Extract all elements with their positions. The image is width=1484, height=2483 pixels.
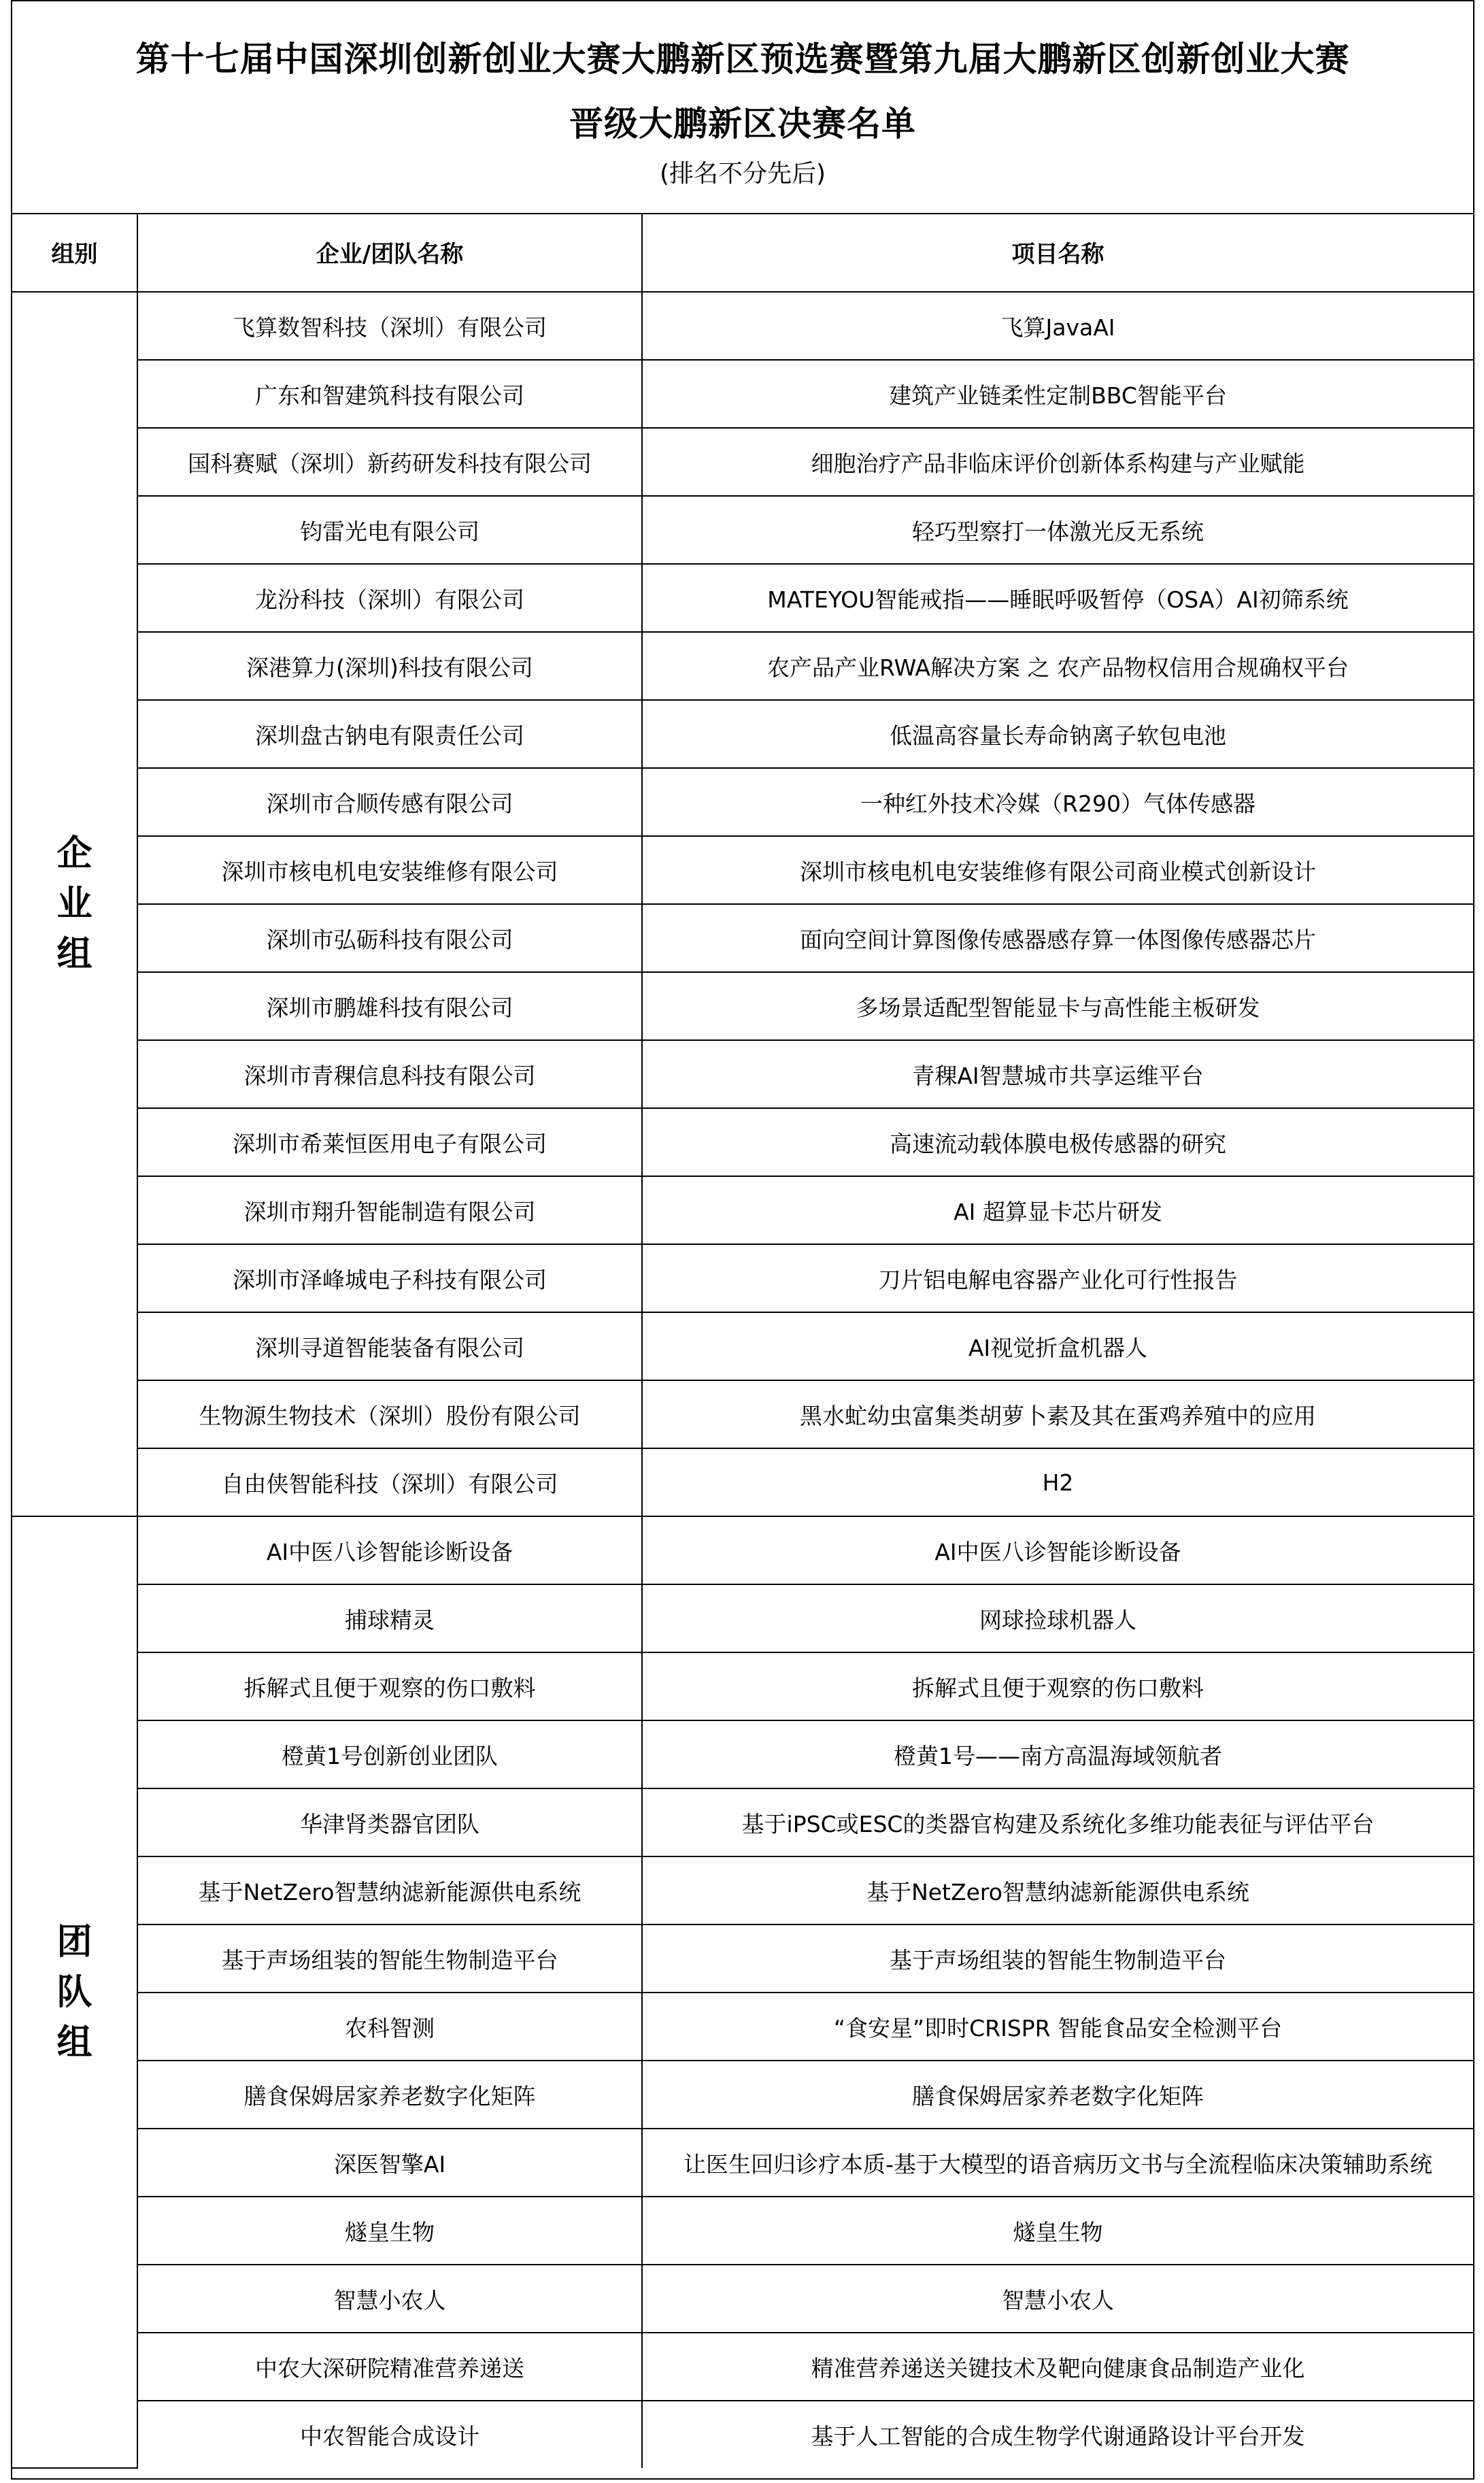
project-name-cell: 青稞AI智慧城市共享运维平台 [642,1040,1473,1108]
project-name-cell: 智慧小农人 [642,2265,1473,2333]
project-name-cell: 基于iPSC或ESC的类器官构建及系统化多维功能表征与评估平台 [642,1788,1473,1856]
entrant-name-cell: 广东和智建筑科技有限公司 [137,360,642,428]
entrant-name-cell: 深港算力(深圳)科技有限公司 [137,632,642,700]
entrant-name-cell: 深圳寻道智能装备有限公司 [137,1312,642,1380]
project-name-cell: 农产品产业RWA解决方案 之 农产品物权信用合规确权平台 [642,632,1473,700]
table-row [12,1584,1473,1652]
table-row [12,2265,1473,2333]
project-name-cell: 精准营养递送关键技术及靶向健康食品制造产业化 [642,2333,1473,2401]
project-name-cell: 高速流动载体膜电极传感器的研究 [642,1108,1473,1176]
project-name-cell: AI中医八诊智能诊断设备 [642,1516,1473,1584]
table-row [12,1244,1473,1312]
entrant-name-cell: 拆解式且便于观察的伤口敷料 [137,1652,642,1720]
entrant-name-cell: 基于声场组装的智能生物制造平台 [137,1924,642,1993]
group-label-0 [12,292,137,1516]
table-row [12,1924,1473,1993]
document-title-line-2: 晋级大鹏新区决赛名单 [569,104,916,144]
table-row [12,1176,1473,1244]
project-name-cell: AI视觉折盒机器人 [642,1312,1473,1380]
document-subtitle: (排名不分先后) [659,160,826,188]
table-row [12,1380,1473,1448]
project-name-cell: 轻巧型察打一体激光反无系统 [642,496,1473,564]
entrant-name-cell: 深圳市泽峰城电子科技有限公司 [137,1244,642,1312]
title-block [12,1,1473,214]
project-name-cell: AI 超算显卡芯片研发 [642,1176,1473,1244]
project-name-cell: 橙黄1号——南方高温海域领航者 [642,1720,1473,1788]
entrant-name-cell: 燧皇生物 [137,2197,642,2265]
table-row [12,2333,1473,2401]
table-row [12,2197,1473,2265]
project-name-cell: 基于NetZero智慧纳滤新能源供电系统 [642,1856,1473,1924]
table-row [12,632,1473,700]
project-name-cell: “食安星”即时CRISPR 智能食品安全检测平台 [642,1993,1473,2061]
project-name-cell: 一种红外技术冷媒（R290）气体传感器 [642,768,1473,836]
table-row [12,836,1473,904]
table-row [12,564,1473,632]
table-row [12,2061,1473,2129]
entrant-name-cell: 橙黄1号创新创业团队 [137,1720,642,1788]
entrant-name-cell: 自由侠智能科技（深圳）有限公司 [137,1448,642,1516]
project-name-cell: 刀片铝电解电容器产业化可行性报告 [642,1244,1473,1312]
entrant-name-cell: 深医智擎AI [137,2129,642,2197]
group-label-char: 团 [56,1921,92,1963]
table-row [12,360,1473,428]
document-sheet [11,0,1474,2480]
project-name-cell: 黑水虻幼虫富集类胡萝卜素及其在蛋鸡养殖中的应用 [642,1380,1473,1448]
project-name-cell: 燧皇生物 [642,2197,1473,2265]
table-row [12,1040,1473,1108]
table-row [12,292,1473,360]
table-row [12,1856,1473,1924]
entrant-name-cell: 深圳市希莱恒医用电子有限公司 [137,1108,642,1176]
entrant-name-cell: AI中医八诊智能诊断设备 [137,1516,642,1584]
entrant-name-cell: 深圳市翔升智能制造有限公司 [137,1176,642,1244]
entrant-name-cell: 深圳盘古钠电有限责任公司 [137,700,642,768]
table-row [12,972,1473,1040]
table-row [12,496,1473,564]
group-label-char: 组 [56,2022,92,2063]
entrant-name-cell: 深圳市青稞信息科技有限公司 [137,1040,642,1108]
entrant-name-cell: 基于NetZero智慧纳滤新能源供电系统 [137,1856,642,1924]
document-title-line-1: 第十七届中国深圳创新创业大赛大鹏新区预选赛暨第九届大鹏新区创新创业大赛 [135,39,1350,79]
table-header-row [12,213,1473,292]
entrant-name-cell: 中农智能合成设计 [137,2401,642,2468]
table-row [12,1652,1473,1720]
project-name-cell: 网球捡球机器人 [642,1584,1473,1652]
project-name-cell: 让医生回归诊疗本质-基于大模型的语音病历文书与全流程临床决策辅助系统 [642,2129,1473,2197]
project-name-cell: 飞算JavaAI [642,292,1473,360]
entrant-name-cell: 钧雷光电有限公司 [137,496,642,564]
column-header-group: 组别 [12,213,137,292]
table-body [12,292,1473,2468]
table-row [12,2129,1473,2197]
entrant-name-cell: 中农大深研院精准营养递送 [137,2333,642,2401]
project-name-cell: 细胞治疗产品非临床评价创新体系构建与产业赋能 [642,428,1473,496]
project-name-cell: 拆解式且便于观察的伤口敷料 [642,1652,1473,1720]
project-name-cell: 低温高容量长寿命钠离子软包电池 [642,700,1473,768]
group-label-char: 企 [56,833,92,874]
entrant-name-cell: 深圳市弘砺科技有限公司 [137,904,642,972]
table-row [12,1516,1473,1584]
project-name-cell: 深圳市核电机电安装维修有限公司商业模式创新设计 [642,836,1473,904]
project-name-cell: 多场景适配型智能显卡与高性能主板研发 [642,972,1473,1040]
group-label-1 [12,1516,137,2468]
project-name-cell: H2 [642,1448,1473,1516]
entrant-name-cell: 深圳市鹏雄科技有限公司 [137,972,642,1040]
entrant-name-cell: 农科智测 [137,1993,642,2061]
entrant-name-cell: 飞算数智科技（深圳）有限公司 [137,292,642,360]
entrant-name-cell: 华津肾类器官团队 [137,1788,642,1856]
project-name-cell: 建筑产业链柔性定制BBC智能平台 [642,360,1473,428]
project-name-cell: 面向空间计算图像传感器感存算一体图像传感器芯片 [642,904,1473,972]
entrant-name-cell: 膳食保姆居家养老数字化矩阵 [137,2061,642,2129]
table-row [12,1448,1473,1516]
entrant-name-cell: 捕球精灵 [137,1584,642,1652]
entrant-name-cell: 龙汾科技（深圳）有限公司 [137,564,642,632]
table-row [12,1108,1473,1176]
table-row [12,1788,1473,1856]
table-row [12,768,1473,836]
table-row [12,700,1473,768]
project-name-cell: 基于声场组装的智能生物制造平台 [642,1924,1473,1993]
entrant-name-cell: 国科赛赋（深圳）新药研发科技有限公司 [137,428,642,496]
entrant-name-cell: 生物源生物技术（深圳）股份有限公司 [137,1380,642,1448]
project-name-cell: 膳食保姆居家养老数字化矩阵 [642,2061,1473,2129]
table-row [12,1312,1473,1380]
project-name-cell: MATEYOU智能戒指——睡眠呼吸暂停（OSA）AI初筛系统 [642,564,1473,632]
column-header-name: 企业/团队名称 [137,213,642,292]
table-row [12,2401,1473,2468]
project-name-cell: 基于人工智能的合成生物学代谢通路设计平台开发 [642,2401,1473,2468]
table-row [12,428,1473,496]
entrant-name-cell: 智慧小农人 [137,2265,642,2333]
group-label-char: 业 [56,884,92,924]
group-label-char: 队 [56,1971,92,2013]
finalist-table [12,213,1473,2469]
table-row [12,1720,1473,1788]
entrant-name-cell: 深圳市核电机电安装维修有限公司 [137,836,642,904]
entrant-name-cell: 深圳市合顺传感有限公司 [137,768,642,836]
table-row [12,904,1473,972]
column-header-project: 项目名称 [642,213,1473,292]
group-label-char: 组 [56,934,92,975]
table-row [12,1993,1473,2061]
